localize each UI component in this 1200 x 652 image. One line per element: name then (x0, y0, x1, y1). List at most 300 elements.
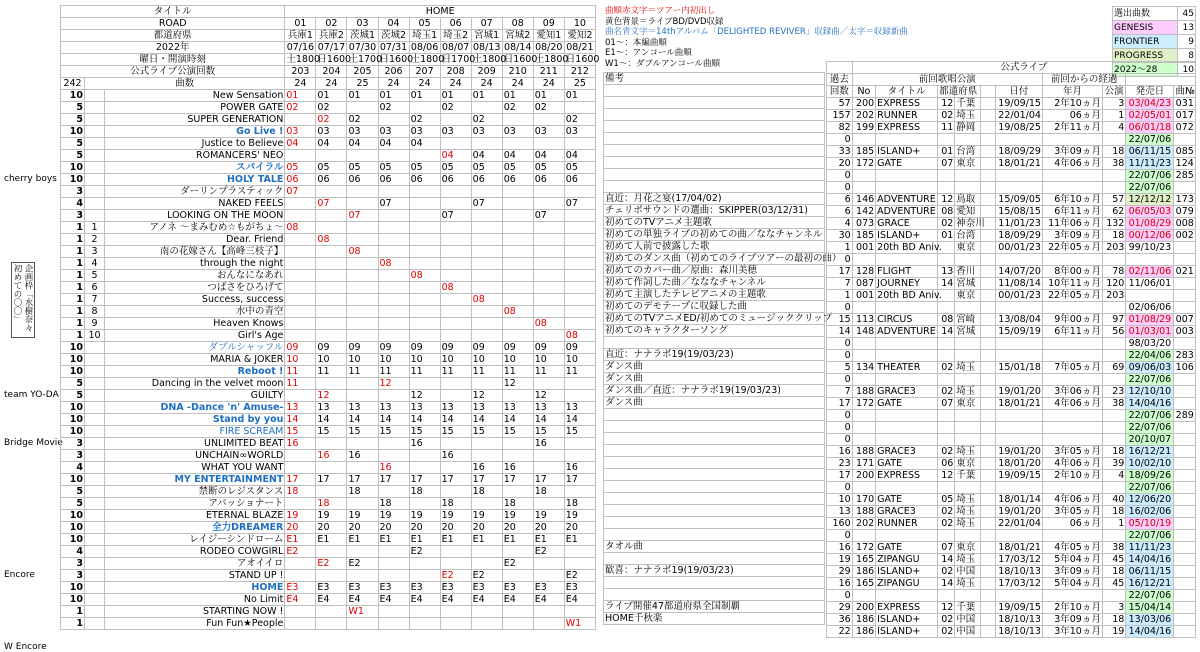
past-count: 14 (827, 326, 853, 338)
notes-row (604, 277, 825, 289)
past-count: 0 (827, 434, 853, 446)
song-weight: 10 (61, 522, 85, 534)
prev-title: RUNNER (876, 110, 938, 122)
prev-title (876, 530, 938, 542)
song-order-cell (347, 270, 378, 282)
song-note: 初めて人前で披露した歌 (604, 241, 825, 253)
elapsed-ym: 6年10ヵ月 (1042, 194, 1102, 206)
hist-blank (980, 446, 995, 458)
song-order-cell (564, 258, 595, 270)
prev-code: 14 (938, 326, 955, 338)
song-order-cell (285, 114, 316, 126)
song-order-cell: 05 (409, 162, 440, 174)
release-date: 22/07/06 (1126, 374, 1174, 386)
song-title: ダーリンプラスティック (105, 186, 285, 198)
notes-row (604, 169, 825, 181)
song-title: Stand by you (105, 414, 285, 426)
prev-header: 前回歌唱公演 (852, 74, 1042, 86)
prev-code: 07 (938, 158, 955, 170)
show-pref: 兵庫1 (285, 30, 316, 42)
prev-code: 01 (938, 146, 955, 158)
song-order-cell: E4 (378, 594, 409, 606)
prev-title: ISLAND+ (876, 566, 938, 578)
col-song-header: 曲数 (85, 78, 285, 90)
song-order-cell: 03 (533, 126, 564, 138)
release-date: 14/04/16 (1126, 554, 1174, 566)
prev-code: 05 (938, 494, 955, 506)
tour-title: HOME (285, 6, 596, 18)
elapsed-ym (1042, 410, 1102, 422)
song-title: Girl's Age (105, 330, 285, 342)
hist-row (827, 302, 1196, 314)
hist-blank (980, 134, 995, 146)
song-title: LOOKING ON THE MOON (105, 210, 285, 222)
prev-pref (955, 422, 981, 434)
prev-date: 14/07/20 (995, 266, 1042, 278)
song-order-cell (378, 114, 409, 126)
prev-pref (955, 482, 981, 494)
prev-date: 15/09/05 (995, 194, 1042, 206)
past-count: 157 (827, 110, 853, 122)
song-order-cell (564, 306, 595, 318)
prev-date (995, 434, 1042, 446)
song-order-cell: 19 (533, 510, 564, 522)
prev-date (995, 482, 1042, 494)
song-order-cell (533, 618, 564, 630)
prev-no (852, 170, 876, 182)
song-order-cell (502, 450, 533, 462)
hist-row (827, 602, 1196, 614)
song-weight: 10 (61, 402, 85, 414)
song-order-cell (502, 294, 533, 306)
song-order-cell (347, 234, 378, 246)
release-date: 11/11/23 (1126, 542, 1174, 554)
prev-no: 073 (852, 218, 876, 230)
track-no (1174, 302, 1196, 314)
song-weight: 10 (61, 426, 85, 438)
song-order-cell: E4 (440, 594, 471, 606)
prev-code: 08 (938, 206, 955, 218)
song-title: No Limit (105, 594, 285, 606)
song-order-cell: 08 (347, 246, 378, 258)
song-order-cell: 16 (564, 462, 595, 474)
elapsed-shows: 38 (1102, 158, 1126, 170)
song-note (604, 469, 825, 481)
song-title: GUILTY (105, 390, 285, 402)
prev-date (995, 170, 1042, 182)
prev-title: ISLAND+ (876, 146, 938, 158)
song-index (85, 414, 105, 426)
song-order-cell: 13 (285, 402, 316, 414)
song-weight: 10 (61, 90, 85, 102)
elapsed-ym: 9年00ヵ月 (1042, 314, 1102, 326)
notes-row (604, 133, 825, 145)
release-date: 12/06/20 (1126, 494, 1174, 506)
past-count: 4 (827, 218, 853, 230)
song-row (61, 498, 596, 510)
hist-row (827, 458, 1196, 470)
song-order-cell (378, 270, 409, 282)
hist-blank (980, 458, 995, 470)
song-order-cell: 01 (409, 90, 440, 102)
song-weight: 3 (61, 450, 85, 462)
elapsed-ym: 2年10ヵ月 (1042, 98, 1102, 110)
prev-no: 134 (852, 362, 876, 374)
elapsed-ym (1042, 134, 1102, 146)
song-order-cell: E2 (471, 570, 502, 582)
elapsed-ym: 10年11ヵ月 (1042, 278, 1102, 290)
header-label: タイトル (61, 6, 285, 18)
song-weight: 10 (61, 474, 85, 486)
song-order-cell (316, 318, 347, 330)
song-index (85, 162, 105, 174)
song-order-cell (378, 282, 409, 294)
prev-code: 14 (938, 554, 955, 566)
prev-code: 13 (938, 266, 955, 278)
past-count: 30 (827, 230, 853, 242)
prev-date: 15/08/15 (995, 206, 1042, 218)
elapsed-shows (1102, 482, 1126, 494)
prev-no: 186 (852, 566, 876, 578)
hist-blank (980, 254, 995, 266)
prev-code (938, 302, 955, 314)
song-order-cell: 09 (409, 342, 440, 354)
song-order-cell (564, 186, 595, 198)
prev-code: 11 (938, 122, 955, 134)
show-song-count: 24 (533, 78, 564, 90)
song-title: アオイイロ (105, 558, 285, 570)
track-no (1174, 626, 1196, 638)
hist-row (827, 506, 1196, 518)
notes-row (604, 157, 825, 169)
elapsed-shows: 4 (1102, 470, 1126, 482)
song-order-cell: 10 (347, 354, 378, 366)
song-index (85, 114, 105, 126)
show-time: 土1800 (286, 53, 321, 65)
song-order-cell: 08 (378, 258, 409, 270)
song-order-cell: 14 (285, 414, 316, 426)
song-row (61, 210, 596, 222)
song-order-cell (564, 438, 595, 450)
show-song-count: 24 (285, 78, 316, 90)
elapsed-ym: 4年05ヵ月 (1042, 542, 1102, 554)
prev-code: 02 (938, 518, 955, 530)
song-order-cell (502, 570, 533, 582)
prev-title: ADVENTURE (877, 325, 936, 337)
track-no (1174, 338, 1196, 350)
song-order-cell: 10 (564, 354, 595, 366)
elapsed-ym: 4年06ヵ月 (1042, 158, 1102, 170)
hist-row (827, 326, 1196, 338)
song-order-cell: 08 (471, 294, 502, 306)
track-no (1174, 494, 1196, 506)
hist-row (827, 614, 1196, 626)
song-row (61, 270, 596, 282)
song-note (604, 433, 825, 445)
song-order-cell (285, 618, 316, 630)
elapsed-shows: 1 (1102, 518, 1126, 530)
song-order-cell: 17 (378, 474, 409, 486)
song-order-cell: E1 (409, 534, 440, 546)
summary-value: 45 (1177, 7, 1195, 21)
song-note: 初めてのTVアニメED/初めてのミュージッククリップ (605, 312, 833, 324)
prev-no (852, 410, 876, 422)
song-order-cell (378, 318, 409, 330)
past-count: 16 (827, 446, 853, 458)
elapsed-ym: 7年05ヵ月 (1042, 362, 1102, 374)
prev-date: 18/10/13 (995, 626, 1042, 638)
elapsed-shows: 62 (1102, 206, 1126, 218)
side-vertical-label: 企画枠「水樹奈々 初めての〇〇」 (11, 262, 35, 338)
song-row (61, 342, 596, 354)
song-order-cell: 11 (316, 366, 347, 378)
header-row-count (61, 66, 596, 78)
song-order-cell (533, 294, 564, 306)
song-order-cell: 14 (316, 414, 347, 426)
song-row (61, 126, 596, 138)
hist-row (827, 230, 1196, 242)
song-weight: 1 (61, 330, 85, 342)
hist-blank (827, 62, 853, 74)
song-order-cell (378, 222, 409, 234)
song-title: Dear. Friend (105, 234, 285, 246)
prev-title (876, 182, 938, 194)
notes-row (604, 265, 825, 277)
song-note (604, 553, 825, 565)
song-order-cell: 13 (564, 402, 595, 414)
song-order-cell: 15 (440, 426, 471, 438)
hist-blank (980, 518, 995, 530)
song-order-cell (409, 294, 440, 306)
song-order-cell: 15 (285, 426, 316, 438)
song-order-cell: 15 (378, 426, 409, 438)
song-order-cell: 04 (378, 138, 409, 150)
song-order-cell (471, 270, 502, 282)
song-weight: 5 (61, 498, 85, 510)
song-order-cell: 01 (347, 90, 378, 102)
song-order-cell (378, 606, 409, 618)
prev-pref: 鳥取 (955, 194, 981, 206)
hist-blank (980, 266, 995, 278)
song-order-cell (409, 330, 440, 342)
song-order-cell: 19 (502, 510, 533, 522)
song-order-cell: 03 (316, 126, 347, 138)
song-order-cell: 07 (471, 198, 502, 210)
song-order-cell: E3 (471, 582, 502, 594)
elapsed-shows: 3 (1102, 602, 1126, 614)
hist-row (827, 446, 1196, 458)
release-date: 22/07/06 (1126, 410, 1174, 422)
song-order-cell: 19 (378, 510, 409, 522)
track-no: 289 (1175, 409, 1194, 421)
song-weight: 10 (61, 354, 85, 366)
song-order-cell (440, 390, 471, 402)
prev-code: 01 (938, 230, 955, 242)
summary-label: 選出曲数 (1113, 7, 1178, 21)
song-order-cell: 12 (378, 378, 409, 390)
elapsed-shows: 45 (1102, 578, 1126, 590)
elapsed-ym (1042, 338, 1102, 350)
song-weight: 10 (61, 366, 85, 378)
hist-blank (1126, 74, 1196, 86)
song-order-cell: 12 (533, 390, 564, 402)
song-order-cell (471, 378, 502, 390)
song-order-cell: 02 (502, 102, 533, 114)
song-note: ダンス曲 (604, 397, 825, 409)
show-time: 日1600 (565, 53, 600, 65)
song-title: NAKED FEELS (105, 198, 285, 210)
release-date: 09/06/03 (1126, 362, 1174, 374)
track-no (1174, 458, 1196, 470)
song-note (604, 445, 825, 457)
official-live-header: 公式ライブ (852, 62, 1195, 74)
prev-pref: 千葉 (955, 602, 981, 614)
notes-row (604, 589, 825, 601)
song-order-cell (502, 546, 533, 558)
song-order-cell: W1 (347, 606, 378, 618)
song-order-cell (502, 198, 533, 210)
song-order-cell (533, 186, 564, 198)
song-order-cell: 04 (347, 138, 378, 150)
song-order-cell (409, 498, 440, 510)
song-row (61, 90, 596, 102)
prev-no: 200 (852, 602, 876, 614)
song-order-cell (285, 390, 316, 402)
hist-row (827, 542, 1196, 554)
prev-no: 165 (852, 554, 876, 566)
prev-no (852, 182, 876, 194)
song-title: UNLIMITED BEAT (105, 438, 285, 450)
track-no: 003 (1175, 325, 1194, 337)
song-order-cell (440, 438, 471, 450)
prev-pref: 東京 (955, 398, 981, 410)
song-order-cell: 08 (564, 330, 595, 342)
hist-row (827, 554, 1196, 566)
song-order-cell: 15 (564, 426, 595, 438)
song-note: 初めて主演したテレビアニメの主題歌 (604, 289, 825, 301)
song-order-cell (502, 270, 533, 282)
song-title: Dancing in the velvet moon (105, 378, 285, 390)
song-index (85, 354, 105, 366)
notes-row (604, 241, 825, 253)
song-order-cell: 01 (285, 90, 316, 102)
legend-item: 曲名青文字＝14thアルバム「DELIGHTED REVIVER」収録曲／太字＝収録新曲 (605, 27, 908, 37)
song-index (85, 150, 105, 162)
song-order-cell: 07 (440, 210, 471, 222)
prev-date: 17/03/12 (995, 578, 1042, 590)
song-row (61, 606, 596, 618)
song-order-cell: 16 (285, 438, 316, 450)
song-index (85, 126, 105, 138)
prev-pref: 東京 (955, 158, 981, 170)
song-note (604, 517, 825, 529)
song-order-cell (409, 282, 440, 294)
prev-pref (955, 350, 981, 362)
song-note (604, 181, 825, 193)
elapsed-shows (1102, 170, 1126, 182)
song-order-cell: 09 (285, 342, 316, 354)
show-road: 06 (440, 18, 471, 30)
song-order-cell: 03 (285, 126, 316, 138)
song-order-cell: E1 (533, 534, 564, 546)
prev-date: 22/01/04 (995, 110, 1042, 122)
song-weight: 4 (61, 462, 85, 474)
song-row (61, 318, 596, 330)
song-order-cell: 16 (471, 462, 502, 474)
song-order-cell: 15 (471, 426, 502, 438)
prev-date (995, 422, 1042, 434)
song-order-cell (378, 546, 409, 558)
notes-row (604, 517, 825, 529)
track-no: 285 (1175, 169, 1194, 181)
song-order-cell (316, 570, 347, 582)
show-pref: 宮城1 (471, 30, 502, 42)
show-time: 土1700 (348, 53, 383, 65)
song-order-cell: 13 (316, 402, 347, 414)
elapsed-shows: 203 (1102, 242, 1126, 254)
hist-blank (980, 182, 995, 194)
song-order-cell: 13 (409, 402, 440, 414)
song-row (61, 114, 596, 126)
song-note (604, 109, 825, 121)
song-order-cell: 07 (533, 210, 564, 222)
song-order-cell (564, 606, 595, 618)
prev-no: 171 (852, 458, 876, 470)
song-order-cell: 03 (471, 126, 502, 138)
track-no (1174, 422, 1196, 434)
prev-pref: 台湾 (955, 230, 981, 242)
song-order-cell (440, 186, 471, 198)
notes-row (604, 529, 825, 541)
release-date: 01/08/29 (1126, 314, 1174, 326)
hist-blank (980, 122, 995, 134)
prev-code: 02 (938, 218, 955, 230)
elapsed-ym (1042, 422, 1102, 434)
song-order-cell: 02 (409, 114, 440, 126)
notes-row (604, 493, 825, 505)
hist-blank (980, 230, 995, 242)
release-date: 10/02/10 (1126, 458, 1174, 470)
prev-pref (955, 134, 981, 146)
history-table (826, 61, 1196, 638)
song-order-cell: 01 (316, 90, 347, 102)
song-order-cell: 08 (502, 306, 533, 318)
song-title: WHAT YOU WANT (105, 462, 285, 474)
hist-row (827, 122, 1196, 134)
show-road: 07 (471, 18, 502, 30)
song-note (604, 145, 825, 157)
past-count: 0 (827, 482, 853, 494)
song-order-cell: E3 (440, 582, 471, 594)
show-time: 土1800 (534, 53, 569, 65)
song-order-cell: 14 (471, 414, 502, 426)
song-title: MY ENTERTAINMENT (105, 474, 285, 486)
prev-pref: 東京 (955, 290, 981, 302)
song-order-cell: W1 (564, 618, 595, 630)
track-no: 008 (1175, 217, 1194, 229)
song-order-cell (533, 558, 564, 570)
song-order-cell (316, 270, 347, 282)
song-order-cell (502, 318, 533, 330)
song-order-cell (471, 138, 502, 150)
song-order-cell (378, 486, 409, 498)
song-order-cell: 20 (347, 522, 378, 534)
song-order-cell (316, 330, 347, 342)
show-time: 土1800 (410, 53, 445, 65)
prev-code: 02 (938, 110, 955, 122)
song-order-cell (533, 270, 564, 282)
song-index (85, 450, 105, 462)
